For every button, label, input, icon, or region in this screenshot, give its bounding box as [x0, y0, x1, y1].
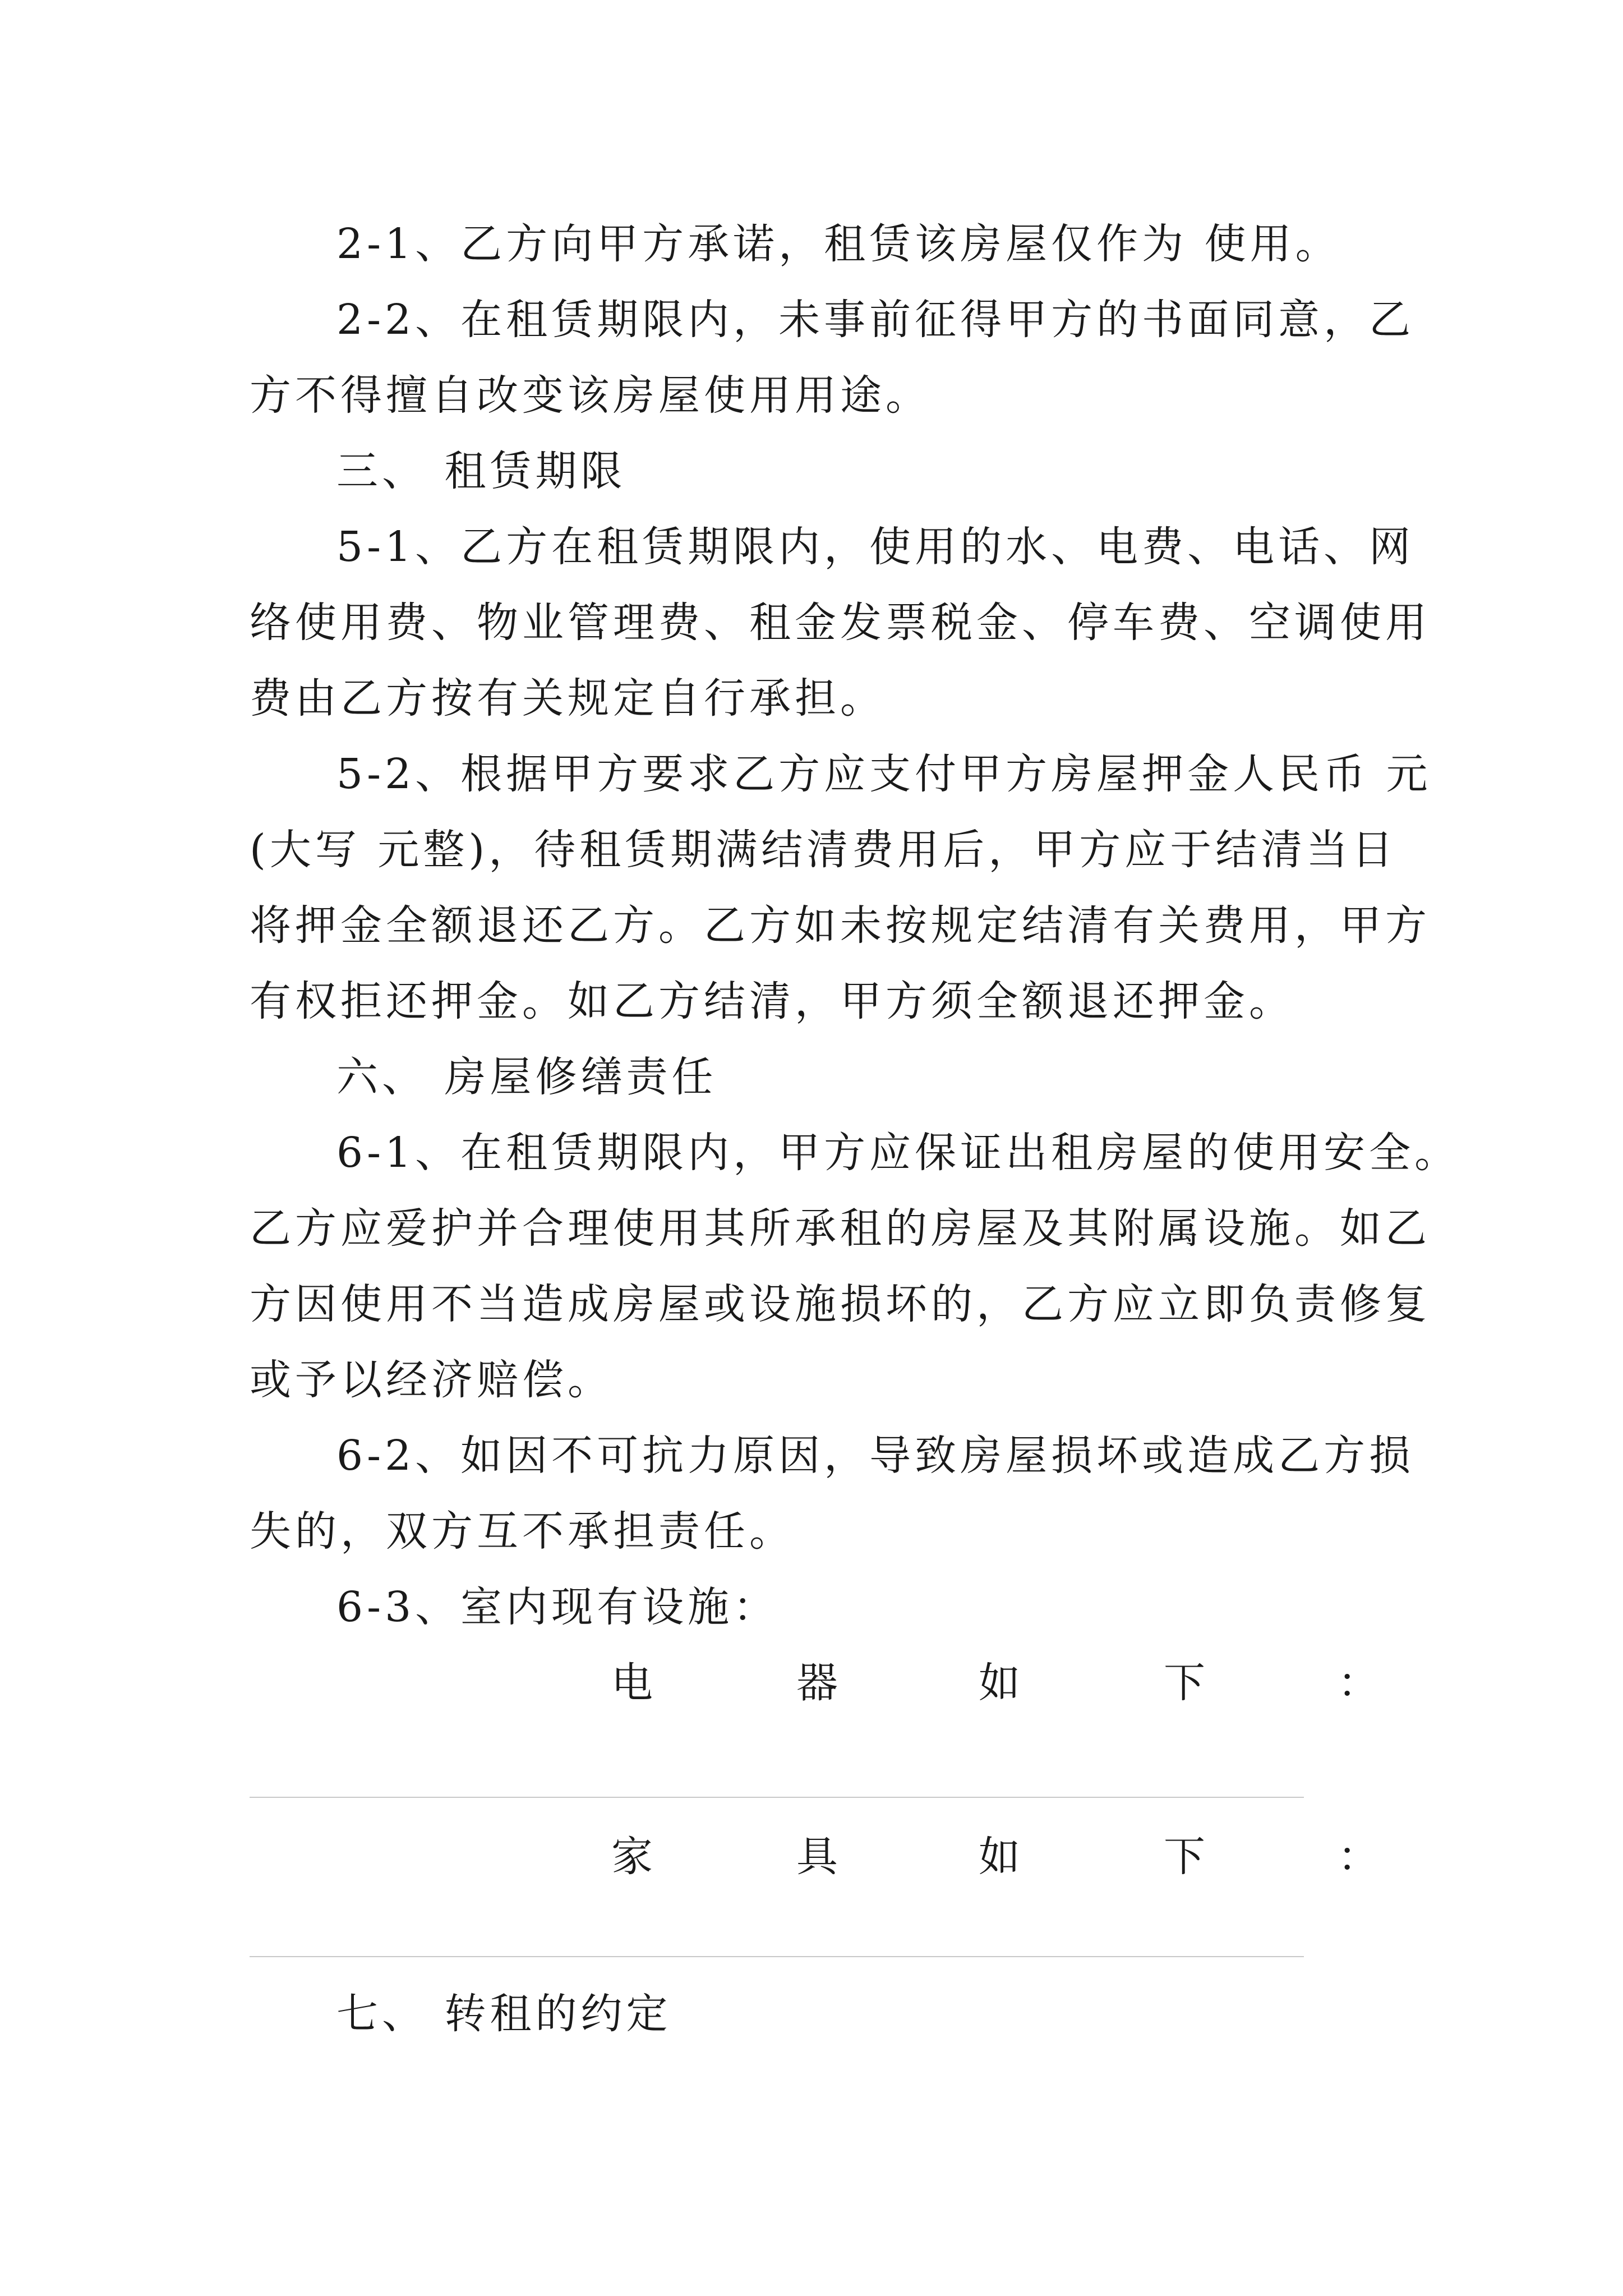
appliances-colon: ： — [1338, 1659, 1379, 1707]
clause-5-1-line-3: 费由乙方按有关规定自行承担。 — [250, 674, 886, 723]
appliances-char-2: 器 — [796, 1659, 838, 1707]
furniture-char-3: 如 — [979, 1833, 1020, 1881]
appliances-char-4: 下 — [1164, 1659, 1205, 1707]
clause-2-2-line-1: 2-2、在租赁期限内，未事前征得甲方的书面同意，乙 — [336, 296, 1415, 344]
clause-6-1-line-3: 方因使用不当造成房屋或设施损坏的，乙方应立即负责修复 — [250, 1280, 1431, 1328]
clause-5-2-line-2: (大写 元整)，待租赁期满结清费用后，甲方应于结清当日 — [250, 826, 1398, 874]
appliances-char-3: 如 — [979, 1659, 1020, 1707]
appliances-blank-line — [250, 1797, 1304, 1798]
clause-6-1-line-1: 6-1、在租赁期限内，甲方应保证出租房屋的使用安全。 — [336, 1129, 1460, 1177]
furniture-blank-line — [250, 1956, 1304, 1957]
clause-2-1: 2-1、乙方向甲方承诺，租赁该房屋仅作为 使用。 — [336, 220, 1341, 268]
clause-5-2-line-1: 5-2、根据甲方要求乙方应支付甲方房屋押金人民币 元 — [336, 750, 1432, 798]
clause-6-1-line-2: 乙方应爱护并合理使用其所承租的房屋及其附属设施。如乙 — [250, 1204, 1431, 1253]
clause-6-2-line-1: 6-2、如因不可抗力原因，导致房屋损坏或造成乙方损 — [336, 1432, 1415, 1480]
furniture-char-1: 家 — [611, 1833, 653, 1881]
clause-5-2-line-4: 有权拒还押金。如乙方结清，甲方须全额退还押金。 — [250, 977, 1294, 1025]
clause-5-2-line-3: 将押金全额退还乙方。乙方如未按规定结清有关费用，甲方 — [250, 901, 1431, 950]
furniture-char-2: 具 — [796, 1833, 838, 1881]
clause-6-1-line-4: 或予以经济赔偿。 — [250, 1356, 613, 1404]
furniture-colon: ： — [1338, 1833, 1379, 1881]
clause-6-3: 6-3、室内现有设施： — [336, 1583, 779, 1631]
section-heading-lease-term: 三、 租赁期限 — [336, 447, 626, 495]
clause-2-2-line-2: 方不得擅自改变该房屋使用用途。 — [250, 371, 931, 420]
clause-5-1-line-1: 5-1、乙方在租赁期限内，使用的水、电费、电话、网 — [336, 523, 1415, 571]
section-heading-sublease: 七、 转租的约定 — [336, 1990, 672, 2038]
furniture-char-4: 下 — [1164, 1833, 1205, 1881]
appliances-char-1: 电 — [611, 1659, 653, 1707]
section-heading-repair: 六、 房屋修缮责任 — [336, 1053, 717, 1101]
clause-6-2-line-2: 失的，双方互不承担责任。 — [250, 1507, 795, 1556]
clause-5-1-line-2: 络使用费、物业管理费、租金发票税金、停车费、空调使用 — [250, 599, 1431, 647]
